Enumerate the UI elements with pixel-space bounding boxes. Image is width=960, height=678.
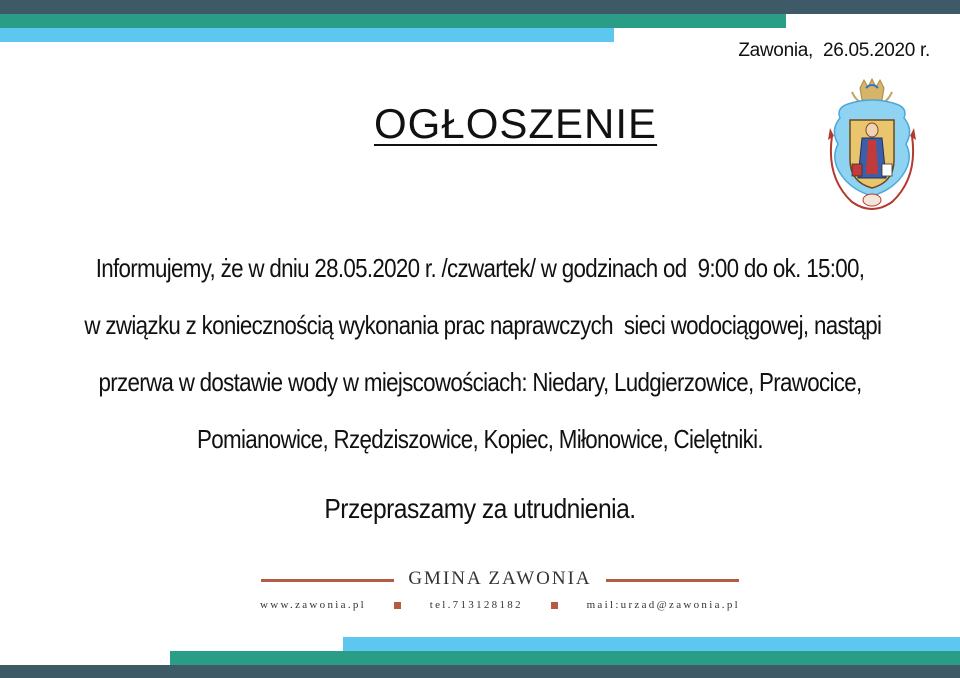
bottom-light-stripe	[343, 637, 960, 651]
page-title: OGŁOSZENIE	[374, 100, 658, 147]
gmina-zawonia-coat-of-arms-icon	[822, 78, 922, 220]
separator-square-icon	[551, 602, 558, 609]
bottom-teal-stripe	[170, 651, 960, 665]
footer-rule-right	[606, 579, 739, 582]
footer-email: mail:urzad@zawonia.pl	[586, 599, 740, 611]
announcement-body	[84, 240, 882, 468]
footer-website: www.zawonia.pl	[260, 599, 367, 611]
footer-contacts	[260, 599, 740, 611]
top-dark-stripe	[0, 0, 960, 14]
announcement-line: Informujemy, że w dniu 28.05.2020 r. /czwartek/ w godzinach od 9:00 do ok. 15:00,	[95, 253, 865, 283]
announcement-line: przerwa w dostawie wody w miejscowościach: Niedary, Ludgierzowice, Prawocice,	[98, 367, 862, 397]
footer-gmina-name: GMINA ZAWONIA	[408, 568, 592, 589]
top-light-stripe	[0, 28, 614, 42]
footer-rule-left	[261, 579, 394, 582]
announcement-line: Pomianowice, Rzędziszowice, Kopiec, Miłonowice, Cielętniki.	[197, 424, 763, 454]
separator-square-icon	[394, 602, 401, 609]
apology-text: Przepraszamy za utrudnienia.	[324, 493, 636, 524]
date-line: Zawonia, 26.05.2020 r.	[738, 40, 930, 61]
footer-phone: tel.713128182	[429, 599, 523, 611]
bottom-dark-stripe	[0, 665, 960, 678]
top-teal-stripe	[0, 14, 786, 28]
announcement-line: w związku z koniecznością wykonania prac naprawczych sieci wodociągowej, nastąpi	[84, 310, 882, 340]
